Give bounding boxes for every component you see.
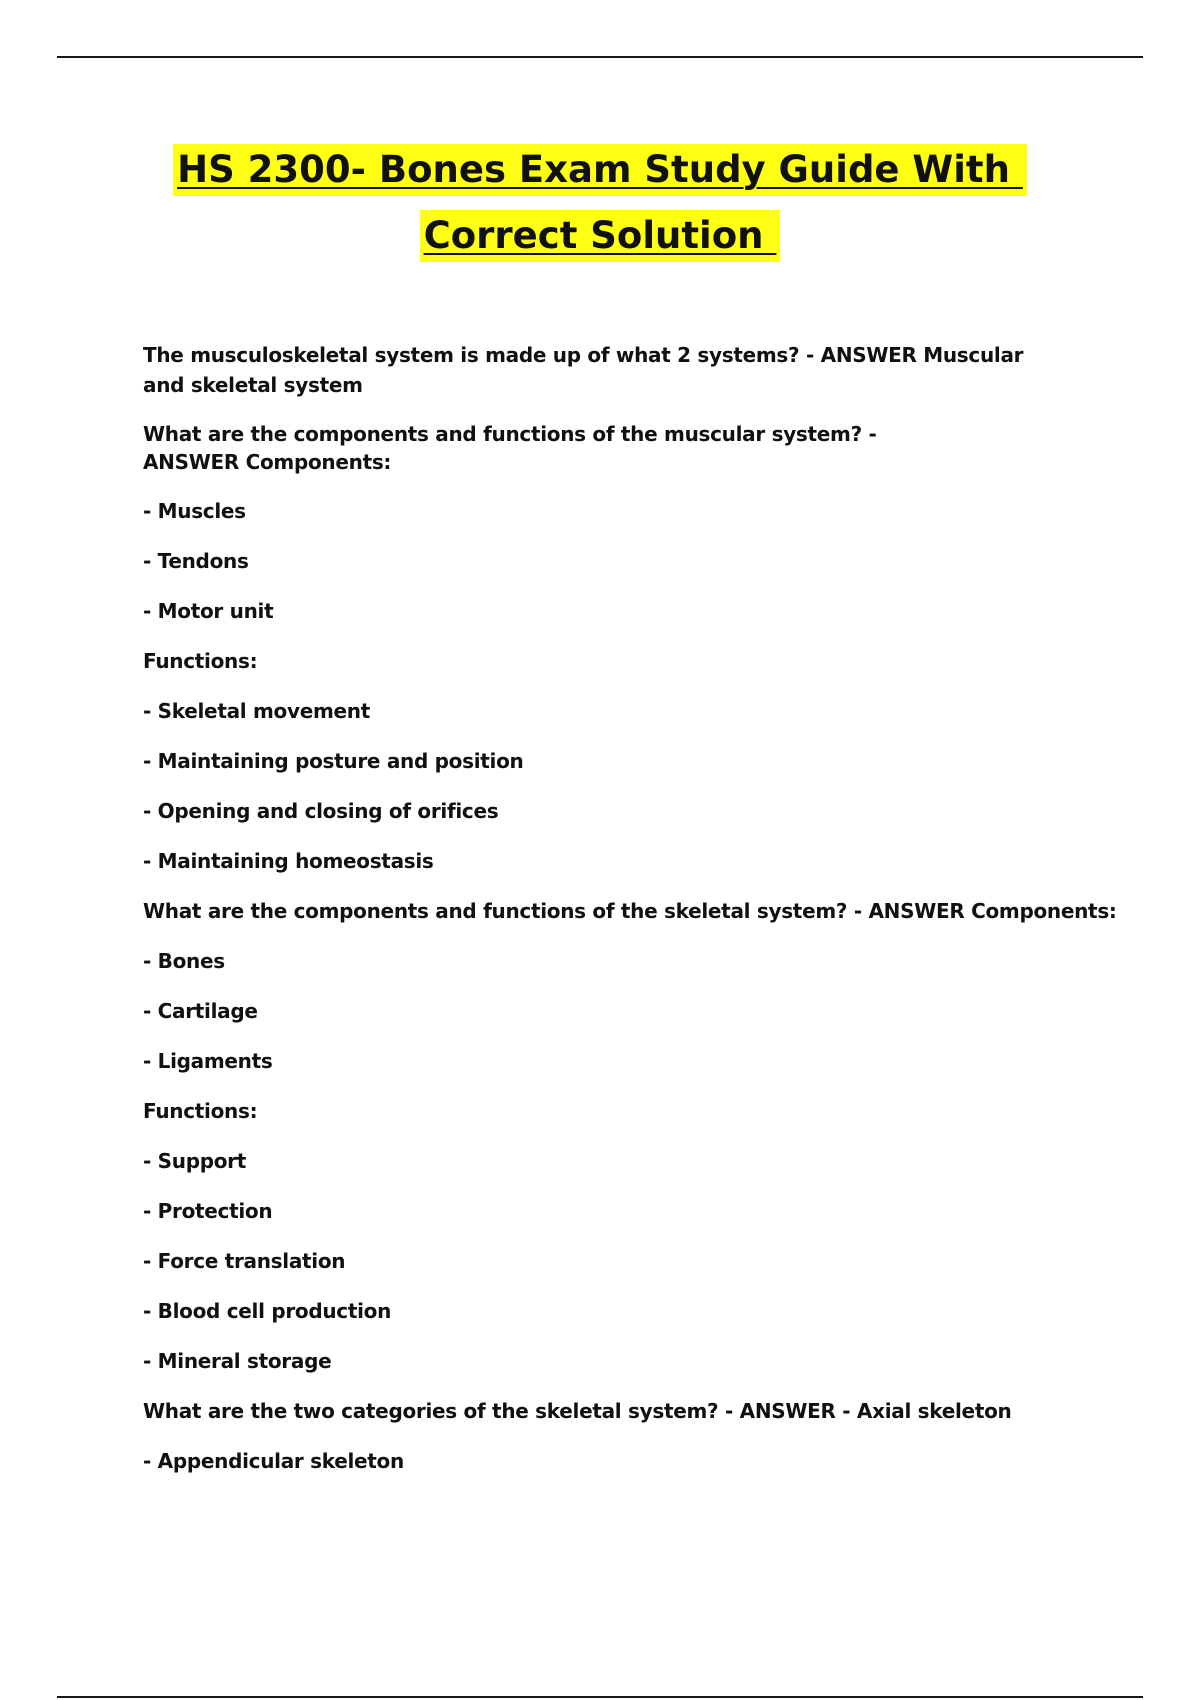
title-line-1-wrap [0, 144, 1200, 196]
question-muscular-system: What are the components and functions of the muscular system? - ANSWER Components: [143, 422, 877, 474]
list-item: - Cartilage [143, 999, 258, 1023]
list-item: - Bones [143, 949, 225, 973]
list-item: - Support [143, 1149, 247, 1173]
title-line-2-wrap [0, 210, 1200, 262]
header-rule [57, 56, 1143, 58]
list-item: - Skeletal movement [143, 699, 370, 723]
list-item: - Mineral storage [143, 1349, 332, 1373]
list-item: - Protection [143, 1199, 273, 1223]
list-item: - Tendons [143, 549, 249, 573]
footer-rule [57, 1696, 1143, 1698]
question-musculoskeletal: The musculoskeletal system is made up of what 2 systems? - ANSWER Muscular and skeletal system [143, 343, 1024, 397]
title-line-1: HS 2300- Bones Exam Study Guide With [173, 144, 1027, 196]
functions-heading: Functions: [143, 1099, 258, 1123]
list-item: - Muscles [143, 499, 246, 523]
functions-heading: Functions: [143, 649, 258, 673]
document-body [143, 340, 1117, 1496]
title-line-2: Correct Solution [420, 210, 781, 262]
document-title [0, 144, 1200, 262]
question-skeletal-system: What are the components and functions of the skeletal system? - ANSWER Components: [143, 899, 1117, 923]
question-skeletal-categories: What are the two categories of the skeletal system? - ANSWER - Axial skeleton [143, 1399, 1012, 1423]
list-item: - Motor unit [143, 599, 274, 623]
list-item: - Ligaments [143, 1049, 273, 1073]
list-item: - Maintaining posture and position [143, 749, 524, 773]
list-item: - Opening and closing of orifices [143, 799, 499, 823]
list-item: - Blood cell production [143, 1299, 392, 1323]
list-item: - Force translation [143, 1249, 346, 1273]
list-item: - Maintaining homeostasis [143, 849, 434, 873]
list-item: - Appendicular skeleton [143, 1449, 404, 1473]
